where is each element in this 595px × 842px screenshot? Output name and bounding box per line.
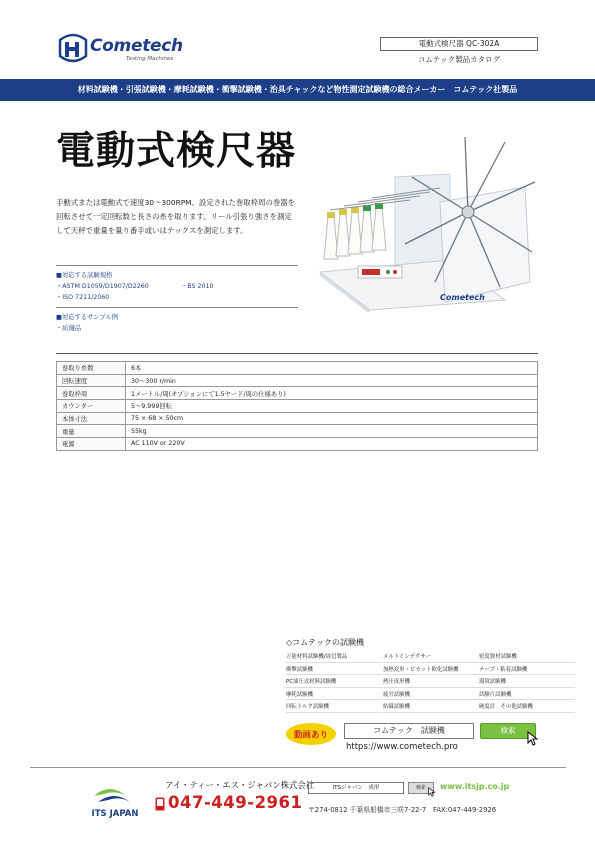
footer-divider: [30, 767, 566, 768]
brand-tagline: Testing Machines: [126, 56, 174, 62]
spec-key: 電源: [57, 438, 126, 451]
product-divider: [383, 662, 479, 663]
spec-value: 55kg: [126, 425, 538, 438]
machine-photo: [300, 132, 540, 312]
product-divider: [479, 687, 575, 688]
company-name: アイ・ティー・エス・ジャパン株式会社: [165, 780, 315, 790]
footer-search-input[interactable]: ITSジャパン 成形: [308, 782, 404, 794]
spec-row: [57, 374, 538, 387]
spec-row: [57, 412, 538, 425]
phone-icon: [155, 797, 165, 811]
spec-key: 回転速度: [57, 374, 126, 387]
product-link[interactable]: テープ・粘着試験機: [479, 666, 528, 673]
product-divider: [286, 674, 382, 675]
product-link[interactable]: 疲労試験機: [383, 691, 410, 698]
footer-search-button[interactable]: 検索: [408, 782, 434, 794]
standards-heading: ■対応する試験規格: [56, 272, 113, 279]
spec-row: [57, 362, 538, 375]
spec-table: [56, 361, 538, 451]
video-badge[interactable]: [285, 722, 337, 746]
standard-item: ・ISO 7211/2060: [56, 294, 110, 301]
cometech-mark-icon: [56, 32, 90, 66]
product-link[interactable]: PC油圧式材料試験機: [286, 679, 337, 685]
sample-item: ・紡織品: [56, 325, 82, 332]
spec-row: [57, 425, 538, 438]
product-link[interactable]: 衝撃試験機: [286, 666, 313, 673]
product-link[interactable]: 試験片試験機: [479, 691, 512, 698]
standard-item: ・ASTM D1059/D1907/D2260: [56, 283, 149, 290]
phone-number[interactable]: 047-449-2961: [168, 793, 303, 812]
brand-name: Cometech: [90, 36, 183, 56]
product-divider: [479, 674, 575, 675]
product-divider: [286, 662, 382, 663]
its-logo-text: ITS JAPAN: [91, 809, 139, 819]
products-heading: ◇コムテックの試験機: [286, 638, 364, 647]
spec-value: 30〜300 r/min: [126, 374, 538, 387]
product-link[interactable]: 万能材料試験機/周辺製品: [286, 654, 348, 660]
spec-row: [57, 387, 538, 400]
product-divider: [286, 699, 382, 700]
product-link[interactable]: 環境試験機: [479, 679, 506, 685]
product-link[interactable]: 摩耗試験機: [286, 691, 313, 698]
website-link[interactable]: https://www.cometech.pro: [346, 742, 458, 752]
cursor-icon: [527, 731, 539, 746]
spec-row: [57, 400, 538, 413]
samples-heading: ■対応するサンプル例: [56, 314, 119, 321]
company-banner: 材料試験機・引張試験機・摩耗試験機・衝撃試験機・治具チャックなど物性測定試験機の総合メーカー コムテック社製品: [0, 79, 595, 101]
footer-website-link[interactable]: www.itsjp.co.jp: [440, 782, 510, 791]
product-divider: [286, 687, 382, 688]
cursor-icon: [428, 787, 436, 797]
spec-key: カウンター: [57, 400, 126, 413]
divider: [56, 307, 298, 308]
product-link[interactable]: メルトインデクサー: [383, 654, 432, 660]
spec-value: 5〜9,999回転: [126, 400, 538, 413]
product-divider: [286, 712, 382, 713]
search-button[interactable]: 検索: [480, 723, 536, 739]
spec-value: 6本: [126, 362, 538, 375]
spec-key: 本体寸法: [57, 412, 126, 425]
product-divider: [383, 712, 479, 713]
product-link[interactable]: 硬度計 その他試験機: [479, 704, 533, 710]
product-divider: [479, 662, 575, 663]
model-label: 電動式検尺器 QC-302A: [380, 37, 538, 51]
catalog-label: コムテック製品カタログ: [417, 55, 501, 64]
cometech-logo: [56, 32, 216, 68]
its-japan-logo: [80, 782, 150, 826]
video-badge-label: 動画あり: [293, 730, 329, 741]
standard-item: ・BS 2010: [181, 283, 214, 290]
spec-key: 巻取枠周: [57, 387, 126, 400]
product-link[interactable]: 加熱変形・ビカット軟化試験機: [383, 666, 459, 673]
spec-row: [57, 438, 538, 451]
product-link[interactable]: 紡織試験機: [383, 704, 410, 710]
product-title: 電動式検尺器: [56, 129, 297, 174]
search-input[interactable]: コムテック 試験機: [344, 723, 474, 739]
product-link[interactable]: 回転トルク試験機: [286, 704, 330, 710]
product-divider: [383, 699, 479, 700]
product-description: 手動式または電動式で速度30〜300RPM、設定された巻取枠周の巻器を回転させて一定回転数と長さの糸を取ります。リール引張り強さを測定して天秤で重量を量り番手或いはテックスを測定します。: [56, 198, 296, 235]
product-divider: [479, 712, 575, 713]
spec-key: 重量: [57, 425, 126, 438]
spec-value: AC 110V or 220V: [126, 438, 538, 451]
product-link[interactable]: 熱圧成形機: [383, 679, 410, 685]
divider: [56, 265, 298, 266]
spec-value: 75 × 68 × 50cm: [126, 412, 538, 425]
company-address: 〒274-0812 千葉県船橋市三咲7-22-7 FAX:047-449-2926: [308, 806, 497, 814]
product-divider: [383, 674, 479, 675]
divider: [56, 353, 538, 354]
machine-brand-label: Cometech: [440, 293, 485, 302]
spec-key: 巻取り糸数: [57, 362, 126, 375]
product-divider: [479, 699, 575, 700]
product-divider: [383, 687, 479, 688]
product-link[interactable]: 密度資材試験機: [479, 654, 517, 660]
spec-value: 1メートル/周(オプションにて1.5ヤード/周の仕様あり): [126, 387, 538, 400]
